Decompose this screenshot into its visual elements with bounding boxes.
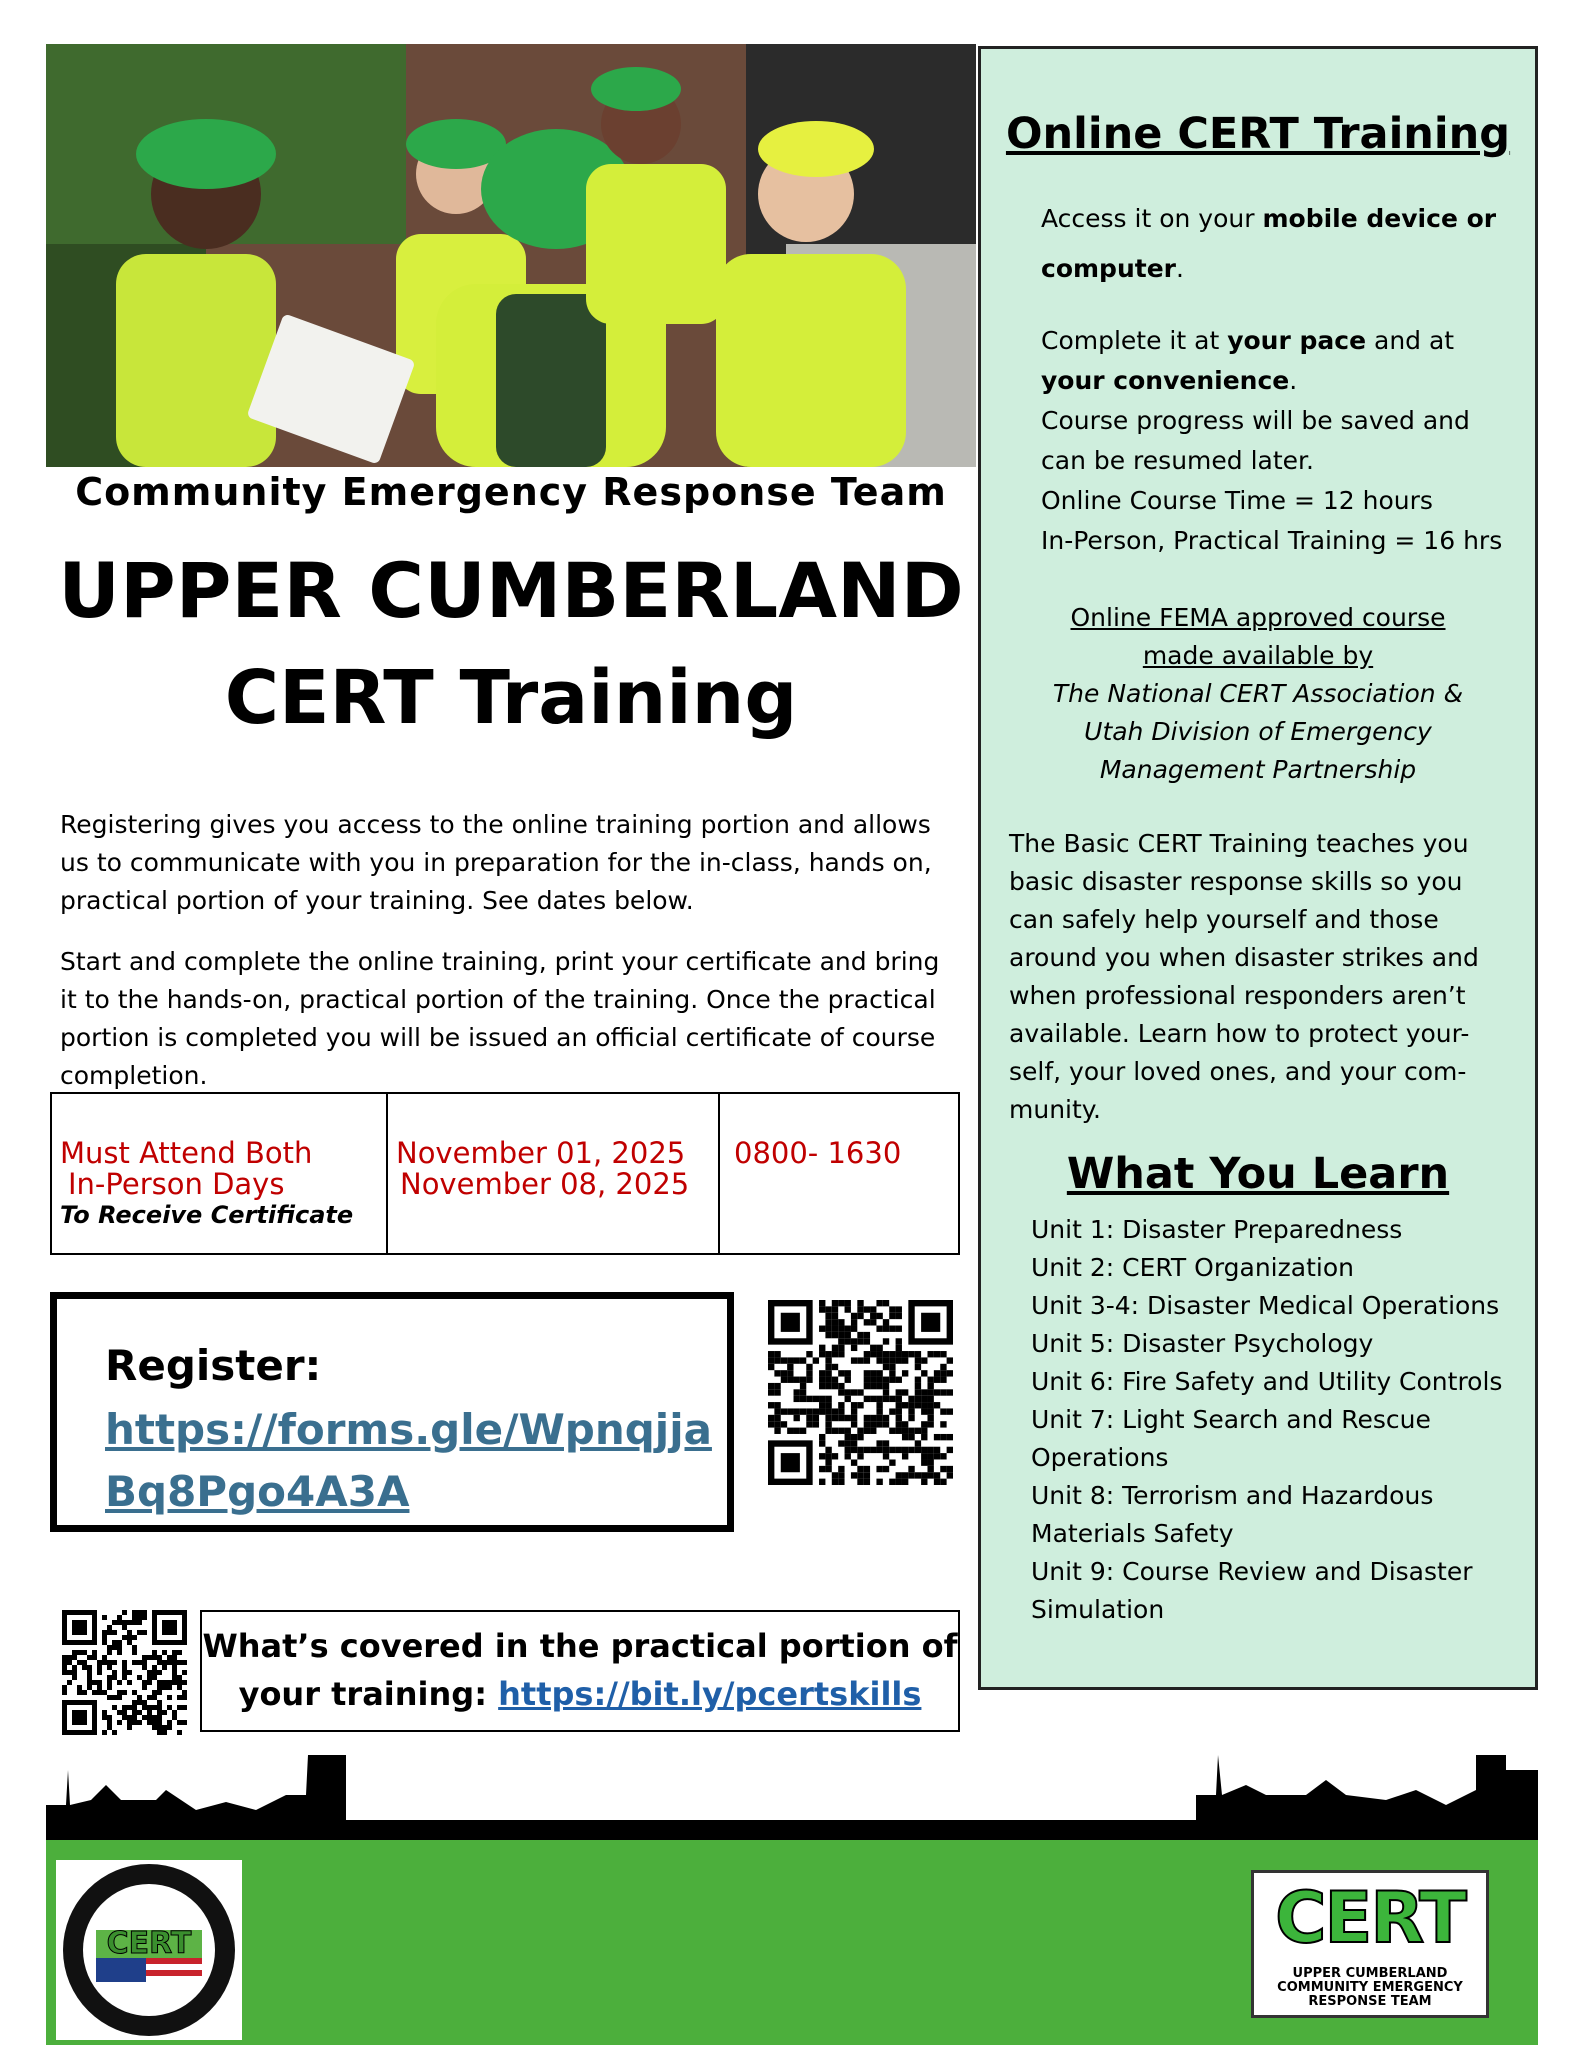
footer-band xyxy=(46,1840,1538,2045)
attendance-cell xyxy=(51,1093,387,1254)
pace-pre: Complete it at xyxy=(1041,326,1228,355)
skyline-silhouette-icon xyxy=(46,1750,1538,1840)
tagline: Community Emergency Response Team xyxy=(75,470,947,514)
page-title-line1: UPPER CUMBERLAND xyxy=(58,546,964,635)
access-post: . xyxy=(1175,254,1184,283)
unit-item: Unit 2: CERT Organization xyxy=(1031,1253,1354,1282)
team-photo xyxy=(46,44,976,467)
units-list xyxy=(1031,1211,1526,1629)
intro-paragraph-complete: Start and complete the online training, print your certificate and bring it to the hands-on, practical portion of the training. Once the practical portion is completed you will be issued an official certificate of course completion. xyxy=(60,947,940,1090)
attend-line2: In-Person Days xyxy=(68,1167,285,1201)
fema-partners: The National CERT Association & Utah Division of Emergency Management Partnership xyxy=(1052,679,1464,784)
unit-item: Unit 6: Fire Safety and Utility Controls xyxy=(1031,1367,1503,1396)
register-qr-code-icon[interactable] xyxy=(768,1300,953,1485)
progress-text: Course progress will be saved and can be resumed later. xyxy=(1041,406,1470,475)
practical-qr-code-icon[interactable] xyxy=(62,1610,187,1735)
unit-item: Unit 9: Course Review and Disaster Simulation xyxy=(1031,1557,1473,1624)
register-label: Register: xyxy=(105,1341,322,1390)
access-bold: mobile device or computer xyxy=(1041,204,1497,283)
unit-item: Unit 1: Disaster Preparedness xyxy=(1031,1215,1403,1244)
cert-logo-word: CERT xyxy=(1275,1877,1465,1959)
pace-bold1: your pace xyxy=(1227,326,1367,355)
unit-item: Unit 5: Disaster Psychology xyxy=(1031,1329,1374,1358)
date-2: November 08, 2025 xyxy=(400,1167,690,1201)
page-title-line2: CERT Training xyxy=(224,655,798,741)
practical-text-line2: your training: xyxy=(238,1675,499,1713)
pace-bold2: your convenience xyxy=(1041,366,1290,395)
practical-info-box xyxy=(200,1610,960,1732)
attend-line1: Must Attend Both xyxy=(60,1136,313,1170)
svg-text:CERT: CERT xyxy=(106,1926,192,1961)
online-training-panel xyxy=(978,46,1538,1690)
pace-post: . xyxy=(1289,366,1298,395)
practical-text-line1: What’s covered in the practical portion of xyxy=(202,1627,958,1665)
dates-cell xyxy=(387,1093,719,1254)
time-cell xyxy=(719,1093,959,1254)
certificate-note: To Receive Certificate xyxy=(60,1201,354,1229)
online-course-time: Online Course Time = 12 hours xyxy=(1041,486,1433,515)
cert-logo-line3: RESPONSE TEAM xyxy=(1308,1994,1432,2009)
register-box xyxy=(50,1292,734,1532)
register-link[interactable]: https://forms.gle/WpnqjjaBq8Pgo4A3A xyxy=(105,1405,712,1516)
practical-link[interactable]: https://bit.ly/pcertskills xyxy=(498,1675,922,1713)
pace-mid: and at xyxy=(1366,326,1455,355)
upper-cumberland-cert-logo xyxy=(1251,1870,1489,2018)
access-text xyxy=(1041,194,1511,294)
unit-item: Unit 8: Terrorism and Hazardous Materials Safety xyxy=(1031,1481,1434,1548)
cert-logo-line1: UPPER CUMBERLAND xyxy=(1292,1966,1448,1981)
schedule-table xyxy=(50,1092,960,1255)
intro-paragraph-registering: Registering gives you access to the online training portion and allows us to communicate with you in preparation for the in-class, hands on, practical portion of your training. See dates below. xyxy=(60,810,932,915)
unit-item: Unit 3-4: Disaster Medical Operations xyxy=(1031,1291,1500,1320)
national-cert-association-logo xyxy=(56,1860,242,2040)
fema-line2: made available by xyxy=(1142,641,1374,670)
unit-item: Unit 7: Light Search and Rescue Operations xyxy=(1031,1405,1431,1472)
date-1: November 01, 2025 xyxy=(396,1136,686,1170)
time-value: 0800- 1630 xyxy=(734,1136,902,1170)
pace-text xyxy=(1041,321,1511,401)
inperson-training-time: In-Person, Practical Training = 16 hrs xyxy=(1041,526,1503,555)
cert-logo-line2: COMMUNITY EMERGENCY xyxy=(1277,1980,1463,1995)
online-heading: Online CERT Training xyxy=(1005,109,1511,159)
what-you-learn-heading: What You Learn xyxy=(1066,1149,1450,1199)
access-pre: Access it on your xyxy=(1041,204,1263,233)
fema-line1: Online FEMA approved course xyxy=(1070,603,1446,632)
basic-training-paragraph: The Basic CERT Training teaches you basic disaster response skills so you can safely help yourself and those around you when disaster strikes and when professional responders aren’t available. Learn how to protect your-self, your loved ones, and your com-munity. xyxy=(1009,829,1479,1124)
